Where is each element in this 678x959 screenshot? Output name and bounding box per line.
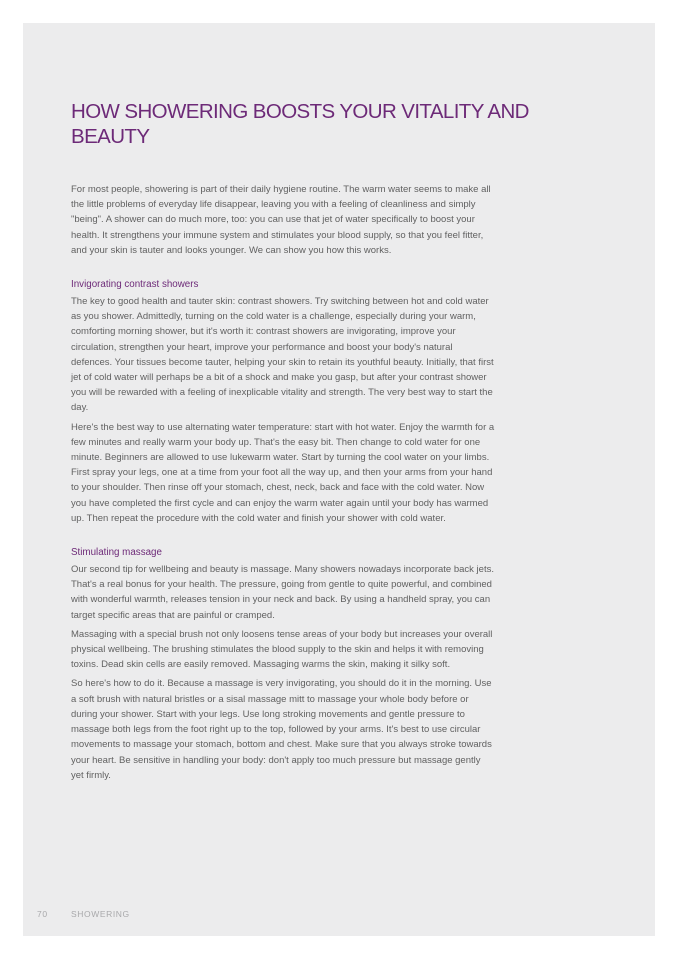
footer-section-label: SHOWERING <box>71 909 130 919</box>
article-body <box>71 182 495 787</box>
page-title: HOW SHOWERING BOOSTS YOUR VITALITY AND BEAUTY <box>71 100 529 148</box>
section-stimulating-massage <box>71 545 495 783</box>
paragraph: The key to good health and tauter skin: contrast showers. Try switching between hot and cold water as you shower. Admittedly, turning on the cold water is a challenge, especially during your warm, comforting morning shower, but it's worth it: contrast showers are invigorating, improve your circulation, strengthen your heart, improve your performance and boost your body's natural defences. Your tissues become tauter, helping your skin to retain its youthful beauty. Initially, that first jet of cold water will perhaps be a bit of a shock and make you gasp, but after your contrast shower you will be rewarded with a feeling of inexplicable vitality and strength. The very best way to start the day. <box>71 296 494 414</box>
page-number: 70 <box>37 909 48 919</box>
section-heading: Stimulating massage <box>71 547 162 559</box>
page-footer <box>37 909 130 919</box>
paragraph: Our second tip for wellbeing and beauty is massage. Many showers nowadays incorporate back jets. That's a real bonus for your health. The pressure, going from gentle to quite powerful, and combined with wonderful warmth, releases tension in your neck and back. By using a handheld spray, you can target specific areas that are painful or cramped. <box>71 564 494 621</box>
intro-paragraph: For most people, showering is part of their daily hygiene routine. The warm water seems to make all the little problems of everyday life disappear, leaving you with a feeling of cleanliness and simply "being". A shower can do much more, too: you can use that jet of water specifically to boost your health. It strengthens your immune system and stimulates your blood supply, so that you feel fitter, and your skin is tauter and looks younger. We can show you how this works. <box>71 184 491 256</box>
section-heading: Invigorating contrast showers <box>71 279 199 291</box>
paragraph: Here's the best way to use alternating water temperature: start with hot water. Enjoy the warmth for a few minutes and really warm your body up. That's the easy bit. Then change to cold water for one minute. Beginners are allowed to use lukewarm water. Start by turning the cool water on your limbs. First spray your legs, one at a time from your foot all the way up, and then your arms from your hand to your shoulder. Then rinse off your stomach, chest, neck, back and face with the cold water. Now you have completed the first cycle and can enjoy the warm water again until your body has warmed up. Then repeat the procedure with the cold water and finish your shower with cold water. <box>71 421 495 524</box>
section-contrast-showers <box>71 277 495 526</box>
document-page <box>23 23 655 936</box>
paragraph: Massaging with a special brush not only loosens tense areas of your body but increases your overall physical wellbeing. The brushing stimulates the blood supply to the skin and helps it with removing toxins. Dead skin cells are easily removed. Massaging warms the skin, making it silky soft. <box>71 628 493 671</box>
paragraph: So here's how to do it. Because a massage is very invigorating, you should do it in the morning. Use a soft brush with natural bristles or a sisal massage mitt to massage your whole body before or during your shower. Start with your legs. Use long stroking movements and gentle pressure to massage both legs from the foot right up to the top, followed by your arms. It's best to use circular movements to massage your stomach, bottom and chest. Make sure that you always stroke towards your heart. Be sensitive in handling your body: don't apply too much pressure but massage gently yet firmly. <box>71 678 492 781</box>
